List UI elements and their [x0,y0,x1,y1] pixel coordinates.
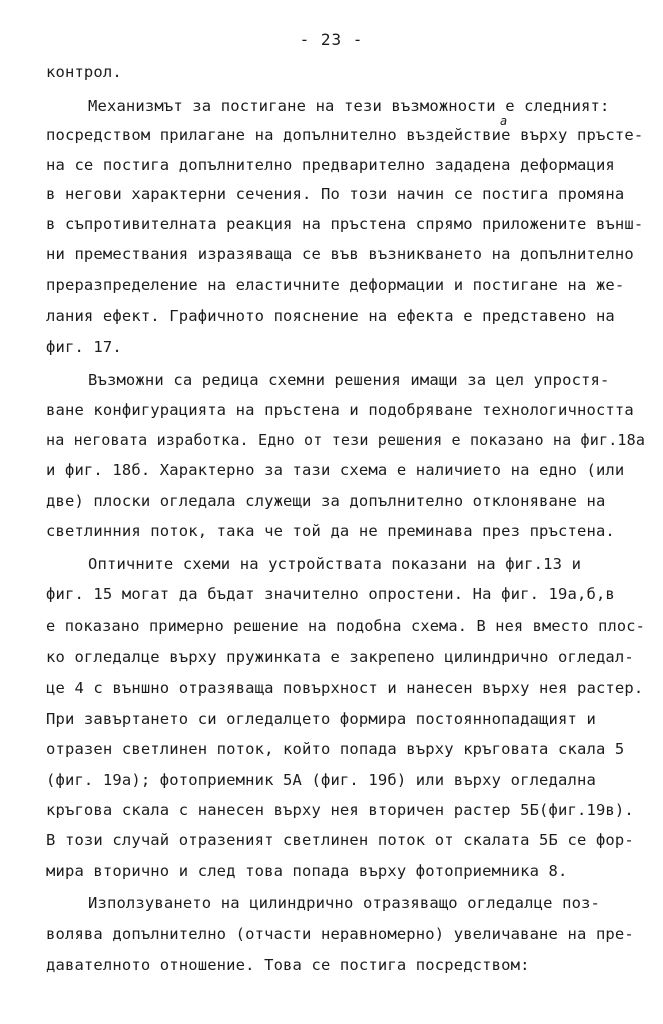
text-line: це 4 с външно отразяваща повърхност и нанесен върху нея растер. [46,679,644,697]
text-line: Оптичните схеми на устройствата показани на фиг.13 и [88,555,582,573]
text-line: Използуването на цилиндрично отразяващо огледалце поз- [88,894,601,912]
text-line: кръгова скала с нанесен върху нея вторичен растер 5Б(фиг.19в). [46,801,634,819]
text-line: Възможни са редица схемни решения имащи за цел упростя- [88,371,610,389]
text-line: две) плоски огледала служещи за допълнително отклоняване на [46,492,606,510]
text-line: лания ефект. Графичното пояснение на ефекта е представено на [46,307,615,325]
text-line: в съпротивителната реакция на пръстена спрямо приложените външ- [46,215,644,233]
text-line: отразен светлинен поток, който попада върху кръговата скала 5 [46,740,625,758]
text-line: (фиг. 19а); фотоприемник 5А (фиг. 19б) или върху огледална [46,771,596,789]
text-line: фиг. 17. [46,338,122,356]
text-line: и фиг. 18б. Характерно за тази схема е наличието на едно (или [46,461,625,479]
text-line: ни премествания изразяваща се във възникването на допълнително [46,245,634,263]
text-line: е показано примерно решение на подобна схема. В нея вместо плос- [46,617,645,635]
text-line: мира вторично и след това попада върху фотоприемника 8. [46,862,568,880]
text-line: При завъртането си огледалцето формира постояннопадащият и [46,710,596,728]
text-line: посредством прилагане на допълнително въздействие върху пръсте- [46,126,644,144]
text-line: светлинния поток, така че той да не преминава през пръстена. [46,522,615,540]
text-line: в негови характерни сечения. По този начин се постига промяна [46,185,625,203]
text-line: преразпределение на еластичните деформации и постигане на же- [46,276,625,294]
text-line: на неговата изработка. Едно от тези решения е показано на фиг.18а [46,431,646,449]
text-line: В този случай отразеният светлинен поток от скалата 5Б се фор- [46,831,634,849]
handwritten-correction-mark: а [500,114,508,128]
page-number: - 23 - [299,30,364,49]
text-line: на се постига допълнително предварително зададена деформация [46,156,615,174]
text-line: давателното отношение. Това се постига посредством: [46,956,530,974]
text-line: волява допълнително (отчасти неравномерно) увеличаване на пре- [46,925,634,943]
text-line: ване конфигурацията на пръстена и подобряване технологичността [46,401,634,419]
text-line: Механизмът за постигане на тези възможности е следният: [88,97,610,115]
text-line: ко огледалце върху пружинката е закрепено цилиндрично огледал- [46,648,634,666]
text-line: контрол. [46,63,122,81]
text-line: фиг. 15 могат да бъдат значително опростени. На фиг. 19а,б,в [46,585,615,603]
